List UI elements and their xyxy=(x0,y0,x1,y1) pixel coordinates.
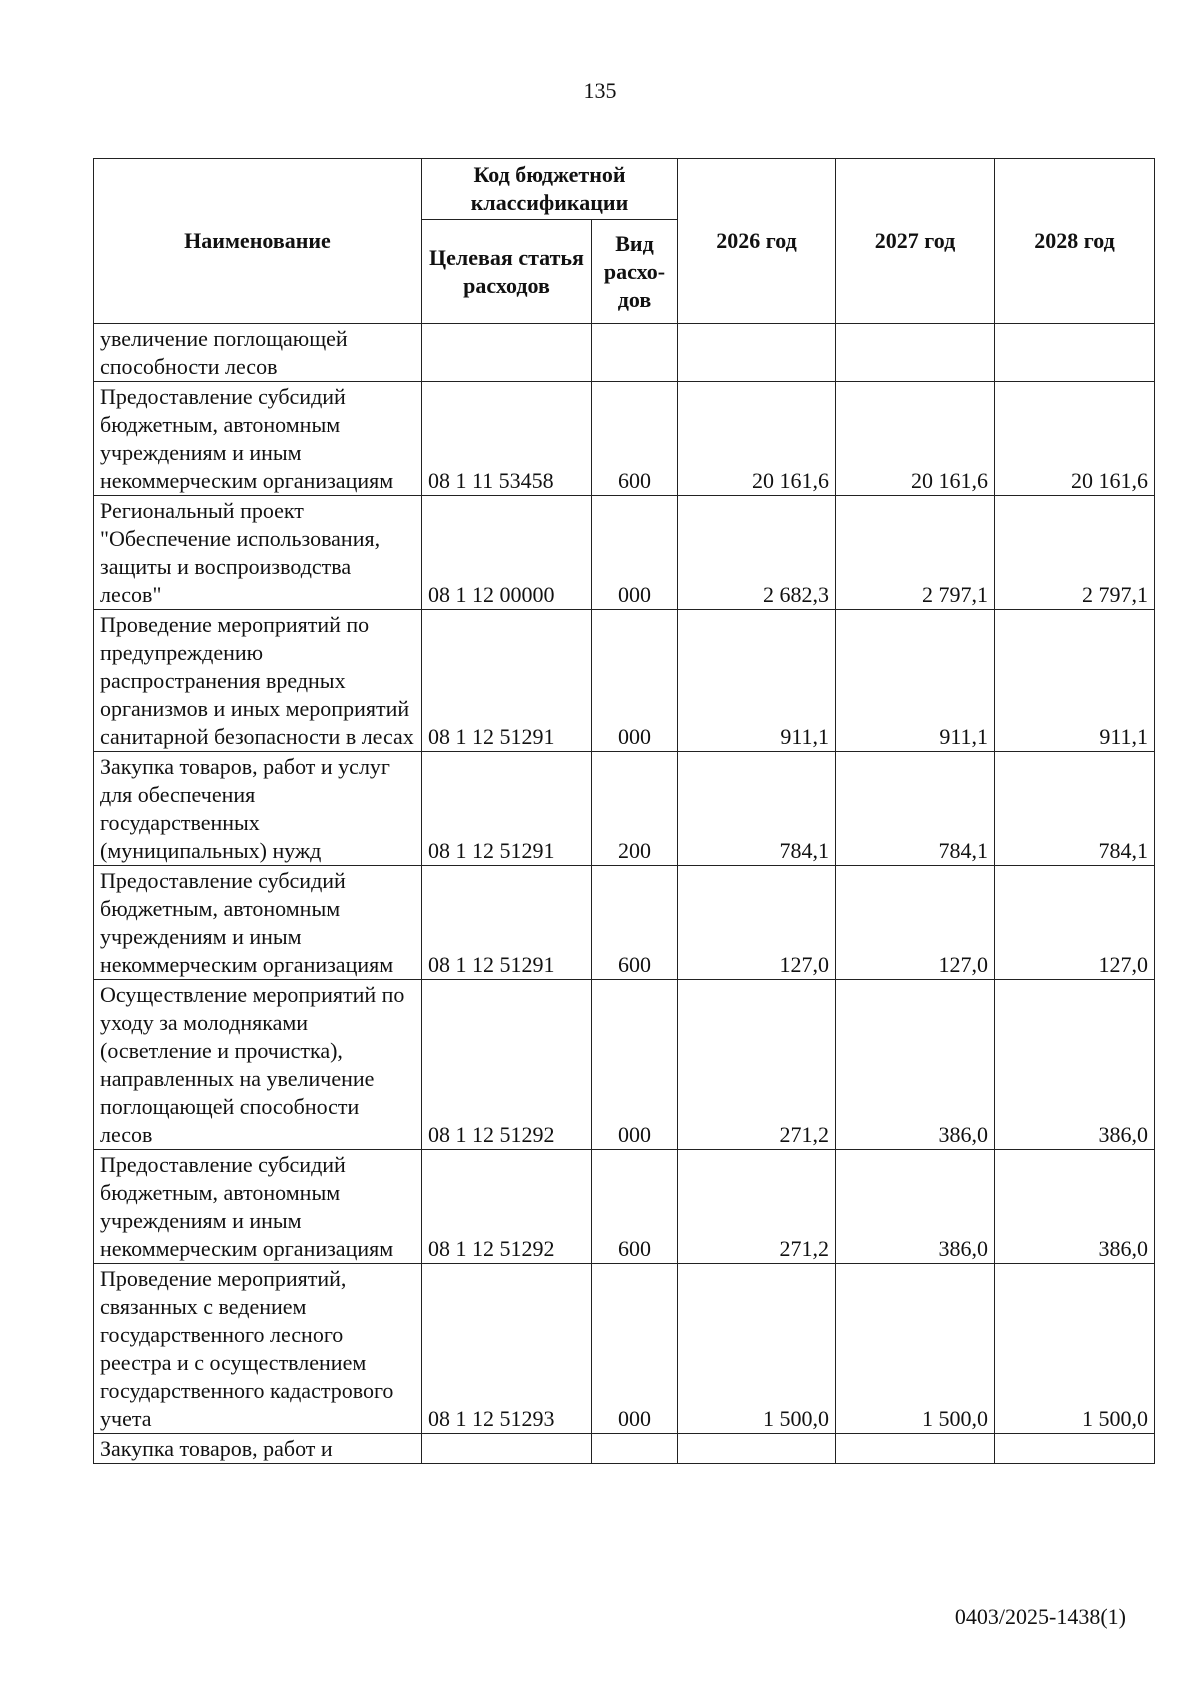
cell-expense-type xyxy=(592,324,678,382)
cell-target-article xyxy=(422,1434,592,1464)
cell-expense-type xyxy=(592,1434,678,1464)
cell-2027: 386,0 xyxy=(836,1150,995,1264)
cell-target-article: 08 1 12 51293 xyxy=(422,1264,592,1434)
cell-expense-type: 200 xyxy=(592,752,678,866)
cell-2027: 127,0 xyxy=(836,866,995,980)
cell-name: Закупка товаров, работ и xyxy=(94,1434,422,1464)
cell-target-article xyxy=(422,324,592,382)
header-name: Наименование xyxy=(94,159,422,324)
cell-2028: 127,0 xyxy=(995,866,1155,980)
cell-2027: 20 161,6 xyxy=(836,382,995,496)
cell-2027 xyxy=(836,1434,995,1464)
cell-2026: 271,2 xyxy=(678,1150,836,1264)
table-row xyxy=(94,610,1155,752)
cell-target-article: 08 1 12 00000 xyxy=(422,496,592,610)
cell-expense-type: 000 xyxy=(592,980,678,1150)
cell-2028 xyxy=(995,324,1155,382)
cell-2028: 20 161,6 xyxy=(995,382,1155,496)
document-code: 0403/2025-1438(1) xyxy=(954,1604,1126,1629)
cell-2026: 1 500,0 xyxy=(678,1264,836,1434)
header-year-2026: 2026 год xyxy=(678,159,836,324)
table-row xyxy=(94,1434,1155,1464)
header-year-2027: 2027 год xyxy=(836,159,995,324)
cell-expense-type: 000 xyxy=(592,1264,678,1434)
table-row xyxy=(94,496,1155,610)
cell-2028: 2 797,1 xyxy=(995,496,1155,610)
cell-name: Предоставление субсидий бюджетным, автономным учреждениям и иным некоммерческим организациям xyxy=(94,1150,422,1264)
cell-target-article: 08 1 11 53458 xyxy=(422,382,592,496)
cell-name: Предоставление субсидий бюджетным, автономным учреждениям и иным некоммерческим организациям xyxy=(94,866,422,980)
cell-2027: 911,1 xyxy=(836,610,995,752)
cell-target-article: 08 1 12 51292 xyxy=(422,980,592,1150)
page-number: 135 xyxy=(583,78,617,103)
cell-2026: 784,1 xyxy=(678,752,836,866)
cell-2027: 2 797,1 xyxy=(836,496,995,610)
cell-target-article: 08 1 12 51292 xyxy=(422,1150,592,1264)
cell-2026: 20 161,6 xyxy=(678,382,836,496)
cell-name: Предоставление субсидий бюджетным, автономным учреждениям и иным некоммерческим организациям xyxy=(94,382,422,496)
cell-expense-type: 600 xyxy=(592,1150,678,1264)
header-year-2028: 2028 год xyxy=(995,159,1155,324)
cell-target-article: 08 1 12 51291 xyxy=(422,610,592,752)
cell-target-article: 08 1 12 51291 xyxy=(422,866,592,980)
cell-name: Проведение мероприятий, связанных с ведением государственного лесного реестра и с осуществлением государственного кадастрового учета xyxy=(94,1264,422,1434)
table-body xyxy=(94,324,1155,1464)
cell-2026: 911,1 xyxy=(678,610,836,752)
table-row xyxy=(94,1150,1155,1264)
cell-2028 xyxy=(995,1434,1155,1464)
cell-name: Региональный проект "Обеспечение использования, защиты и воспроизводства лесов" xyxy=(94,496,422,610)
cell-2026: 127,0 xyxy=(678,866,836,980)
cell-2026 xyxy=(678,1434,836,1464)
table-row xyxy=(94,1264,1155,1434)
cell-2026: 271,2 xyxy=(678,980,836,1150)
table-row xyxy=(94,382,1155,496)
header-expense-type: Вид расхо-дов xyxy=(592,220,678,324)
cell-expense-type: 600 xyxy=(592,866,678,980)
table-row xyxy=(94,752,1155,866)
cell-2028: 386,0 xyxy=(995,1150,1155,1264)
cell-2028: 1 500,0 xyxy=(995,1264,1155,1434)
table-row xyxy=(94,324,1155,382)
cell-2027 xyxy=(836,324,995,382)
header-budget-code: Код бюджетной классификации xyxy=(422,159,678,220)
cell-2028: 911,1 xyxy=(995,610,1155,752)
cell-2027: 784,1 xyxy=(836,752,995,866)
cell-name: Проведение мероприятий по предупреждению распространения вредных организмов и иных мероприятий санитарной безопасности в лесах xyxy=(94,610,422,752)
cell-2028: 386,0 xyxy=(995,980,1155,1150)
cell-name: увеличение поглощающей способности лесов xyxy=(94,324,422,382)
cell-2026 xyxy=(678,324,836,382)
cell-expense-type: 600 xyxy=(592,382,678,496)
cell-target-article: 08 1 12 51291 xyxy=(422,752,592,866)
table-row xyxy=(94,866,1155,980)
budget-table xyxy=(93,158,1155,1464)
cell-expense-type: 000 xyxy=(592,610,678,752)
cell-2027: 1 500,0 xyxy=(836,1264,995,1434)
header-target-article: Целевая статья расходов xyxy=(422,220,592,324)
cell-2027: 386,0 xyxy=(836,980,995,1150)
cell-2026: 2 682,3 xyxy=(678,496,836,610)
cell-expense-type: 000 xyxy=(592,496,678,610)
cell-name: Осуществление мероприятий по уходу за молодняками (осветление и прочистка), направленных на увеличение поглощающей способности лесов xyxy=(94,980,422,1150)
cell-name: Закупка товаров, работ и услуг для обеспечения государственных (муниципальных) нужд xyxy=(94,752,422,866)
cell-2028: 784,1 xyxy=(995,752,1155,866)
table-row xyxy=(94,980,1155,1150)
